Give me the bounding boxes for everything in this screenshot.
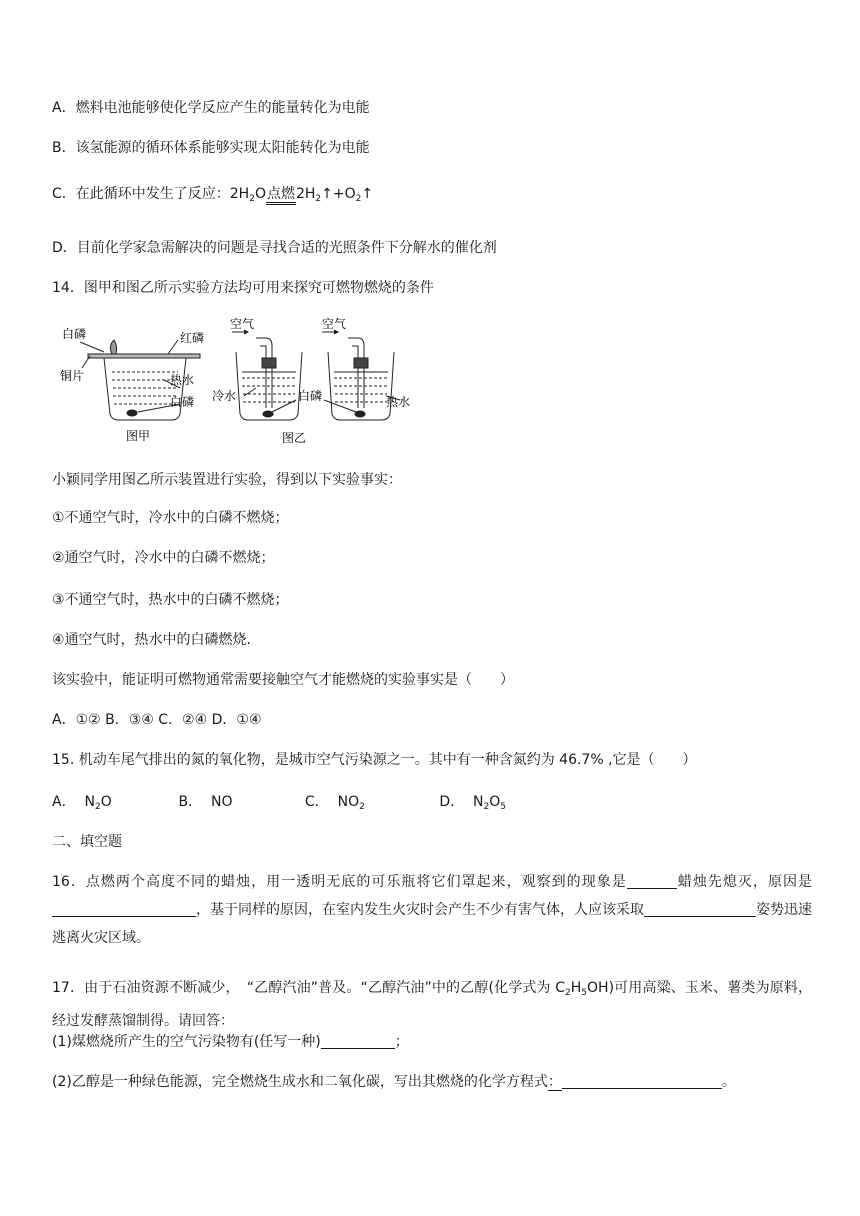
fig-label-copper-sheet: 铜片 <box>60 369 85 383</box>
formula-part: ↑ <box>361 186 374 202</box>
q17-text-2: OH)可用高粱、玉米、薯类为原料，经过发酵蒸馏制得。请回答： <box>52 980 812 1029</box>
subscript: 2 <box>483 802 490 812</box>
q13-option-a: A．燃料电池能够使化学反应产生的能量转化为电能 <box>52 100 370 116</box>
reaction-condition: 点燃 <box>266 186 296 205</box>
fig-label-air-2: 空气 <box>322 317 347 331</box>
q13-option-b: B．该氢能源的循环体系能够实现太阳能转化为电能 <box>52 140 370 156</box>
air-tube-1 <box>260 346 266 408</box>
subscript: 2 <box>565 988 571 998</box>
formula-part: 2H <box>295 186 316 202</box>
fig-label-hot-water-a: 热水 <box>170 373 195 387</box>
fig-label-air-1: 空气 <box>230 317 255 331</box>
formula-part: O <box>100 794 112 810</box>
q16-blank-2[interactable] <box>52 900 196 917</box>
fig-label-red-phosphorus: 红磷 <box>180 331 205 345</box>
q17-sub2 <box>52 1072 736 1092</box>
figure-b <box>232 330 400 420</box>
q16-blank-3[interactable] <box>644 900 756 917</box>
q14-fact-1: ①不通空气时，冷水中的白磷不燃烧； <box>52 510 289 526</box>
formula-part: N <box>473 794 484 810</box>
white-phosphorus-underwater <box>127 410 137 416</box>
punctuation: 。 <box>721 1074 736 1090</box>
q14-question: 该实验中，能证明可燃物通常需要接触空气才能燃烧的实验事实是（ ） <box>52 672 514 688</box>
subscript: 5 <box>581 988 588 998</box>
q13-c-text: C．在此循环中发生了反应：2H <box>52 186 250 202</box>
subscript: 2 <box>249 194 255 204</box>
q16-paragraph <box>52 868 812 952</box>
q14-intro: 小颖同学用图乙所示装置进行实验，得到以下实验事实： <box>52 472 402 488</box>
fig-label-white-phosphorus-a: 白磷 <box>170 395 195 409</box>
formula-part: NO <box>337 794 360 810</box>
q17-paragraph <box>52 974 812 1035</box>
punctuation: ： <box>547 1074 562 1090</box>
white-phosphorus-flame <box>110 340 116 354</box>
q17-sub1 <box>52 1032 409 1052</box>
subscript: 2 <box>359 802 365 812</box>
fig-label-cold-water: 冷水 <box>212 389 237 403</box>
q17-sub1-text: (1)煤燃烧所产生的空气污染物有(任写一种) <box>52 1034 321 1050</box>
q16-text-1: 16．点燃两个高度不同的蜡烛，用一透明无底的可乐瓶将它们罩起来，观察到的现象是 <box>52 874 627 890</box>
option-label: C． <box>304 794 329 810</box>
q16-text-4: 姿势迅速逃离火灾区域。 <box>52 902 812 946</box>
formula-part: O <box>489 794 501 810</box>
fig-label-white-phosphorus-top: 白磷 <box>62 327 87 341</box>
q15-option-a <box>52 792 174 817</box>
q14-options: A．①② B．③④ C．②④ D．①④ <box>52 712 262 728</box>
option-label: B． <box>178 794 203 810</box>
q14-fact-3: ③不通空气时，热水中的白磷不燃烧； <box>52 592 289 608</box>
section-heading: 二、填空题 <box>52 834 122 850</box>
fig-label-hot-water-b: 热水 <box>386 395 411 409</box>
q15-option-d <box>439 792 559 817</box>
formula-part: H <box>570 980 582 996</box>
option-label: A． <box>52 794 76 810</box>
subscript: 5 <box>500 802 507 812</box>
figure-b-caption: 图乙 <box>282 431 307 445</box>
formula-part: ↑+O <box>321 186 356 202</box>
subscript: 2 <box>94 802 101 812</box>
formula-part: O <box>254 186 266 202</box>
q16-text-2: 蜡烛先熄灭，原因是 <box>676 874 813 890</box>
q16-blank-1[interactable] <box>627 872 677 889</box>
q17-blank-2[interactable] <box>562 1072 722 1089</box>
q14-figure <box>60 316 420 450</box>
q15-option-b <box>178 792 300 812</box>
subscript: 2 <box>315 194 322 204</box>
fig-label-white-phosphorus-b: 白磷 <box>298 389 323 403</box>
figure-a-caption: 图甲 <box>126 429 151 443</box>
q15-option-c <box>305 792 435 817</box>
q14-stem: 14．图甲和图乙所示实验方法均可用来探究可燃物燃烧的条件 <box>52 280 434 296</box>
air-tube-2 <box>352 346 358 408</box>
q17-sub2-text: (2)乙醇是一种绿色能源，完全燃烧生成水和二氧化碳，写出其燃烧的化学方程式 <box>52 1074 548 1090</box>
q16-text-3: ，基于同样的原因，在室内发生火灾时会产生不少有害气体，人应该采取 <box>196 902 644 918</box>
q14-fact-4: ④通空气时，热水中的白磷燃烧. <box>52 632 252 648</box>
option-label: D． <box>439 794 465 810</box>
punctuation: ； <box>394 1034 409 1050</box>
q17-text-1: 17．由于石油资源不断减少， “乙醇汽油”普及。“乙醇汽油”中的乙醇(化学式为 C <box>52 980 566 996</box>
copper-sheet-shape <box>88 354 200 358</box>
q15-stem: 15. 机动车尾气排出的氮的氧化物，是城市空气污染源之一。其中有一种含氮约为 46.7% ,它是（ ） <box>52 752 697 768</box>
formula-part: N <box>84 794 95 810</box>
q14-fact-2: ②通空气时，冷水中的白磷不燃烧； <box>52 550 275 566</box>
q17-blank-1[interactable] <box>321 1032 395 1049</box>
subscript: 2 <box>355 194 362 204</box>
q13-option-d: D．目前化学家急需解决的问题是寻找合适的光照条件下分解水的催化剂 <box>52 240 497 256</box>
q15-options <box>52 792 559 817</box>
q13-option-c <box>52 184 373 209</box>
formula-part: NO <box>210 794 233 810</box>
